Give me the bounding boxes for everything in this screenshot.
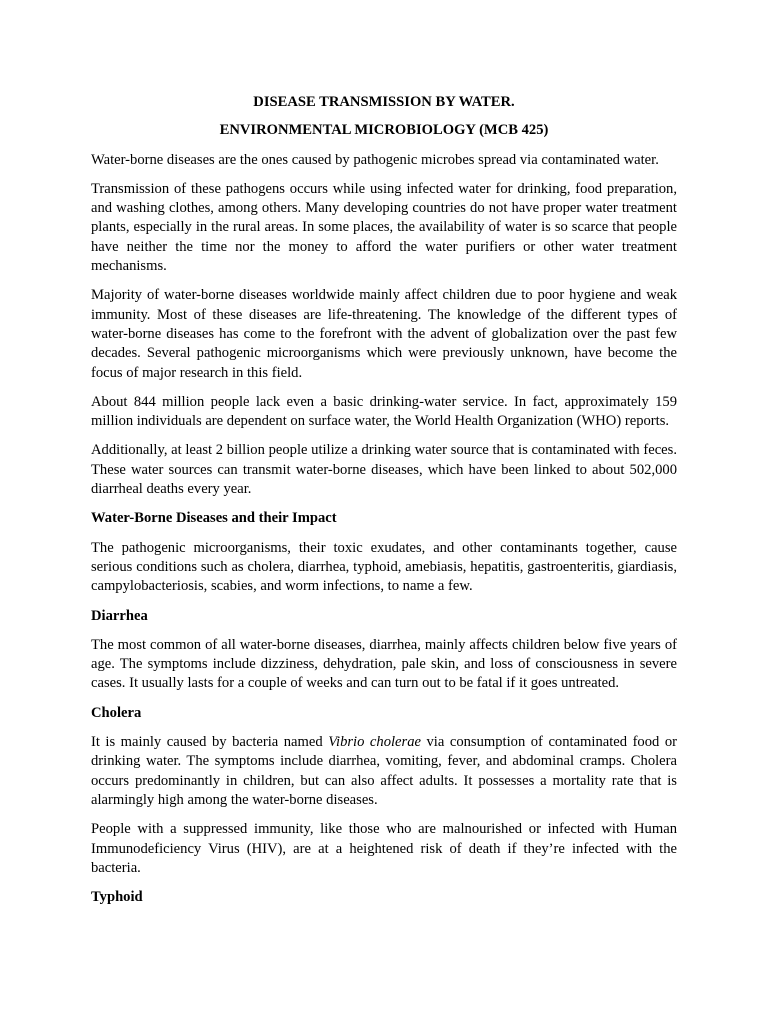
paragraph-immunity: People with a suppressed immunity, like those who are malnourished or infected with Human Immunodeficiency Virus (HIV), are at a heightened risk of death if they’re infected with the bacteria.: [91, 821, 677, 876]
document-subtitle: ENVIRONMENTAL MICROBIOLOGY (MCB 425): [219, 122, 549, 139]
paragraph-cholera-text-start: It is mainly caused by bacteria named: [91, 734, 329, 751]
heading-impact: Water-Borne Diseases and their Impact: [91, 510, 337, 527]
paragraph-transmission: Transmission of these pathogens occurs while using infected water for drinking, food preparation, and washing clothes, among others. Many developing countries do not have proper water treatment plants, especially in the rural areas. In some places, the availability of water is so scarce that people have neither the time nor the money to afford the water purifiers or other water treatment mechanisms.: [91, 180, 677, 275]
paragraph-cholera-text-end: via consumption of contaminated food or drinking water. The symptoms include diarrhea, vomiting, fever, and abdominal cramps. Cholera occurs predominantly in children, but can also affect adults. It possesses a mortality rate that is alarmingly high among the water-borne diseases.: [91, 734, 677, 808]
heading-diarrhea: Diarrhea: [91, 607, 148, 624]
heading-cholera: Cholera: [91, 704, 142, 721]
paragraph-cholera: [91, 733, 677, 810]
document-page: [91, 93, 677, 917]
species-name: Vibrio cholerae: [328, 734, 421, 751]
paragraph-intro: Water-borne diseases are the ones caused by pathogenic microbes spread via contaminated water.: [91, 151, 659, 168]
paragraph-majority: Majority of water-borne diseases worldwide mainly affect children due to poor hygiene and weak immunity. Most of these diseases are life-threatening. The knowledge of the different types of water-borne diseases has come to the forefront with the advent of globalization over the past few decades. Several pathogenic microorganisms which were previously unknown, have become the focus of major research in this field.: [91, 287, 677, 381]
heading-typhoid: Typhoid: [91, 889, 143, 906]
paragraph-diarrhea: The most common of all water-borne diseases, diarrhea, mainly affects children below five years of age. The symptoms include dizziness, dehydration, pale skin, and loss of consciousness in severe cases. It usually lasts for a couple of weeks and can turn out to be fatal if it goes untreated.: [91, 636, 677, 692]
document-title: DISEASE TRANSMISSION BY WATER.: [253, 94, 515, 110]
paragraph-statistics: About 844 million people lack even a basic drinking-water service. In fact, approximately 159 million individuals are dependent on surface water, the World Health Organization (WHO) reports.: [91, 393, 677, 430]
paragraph-feces: Additionally, at least 2 billion people utilize a drinking water source that is contaminated with feces. These water sources can transmit water-borne diseases, which have been linked to about 502,000 diarrheal deaths every year.: [91, 442, 677, 498]
paragraph-impact: The pathogenic microorganisms, their toxic exudates, and other contaminants together, cause serious conditions such as cholera, diarrhea, typhoid, amebiasis, hepatitis, gastroenteritis, giardiasis, campylobacteriosis, scabies, and worm infections, to name a few.: [91, 539, 677, 595]
